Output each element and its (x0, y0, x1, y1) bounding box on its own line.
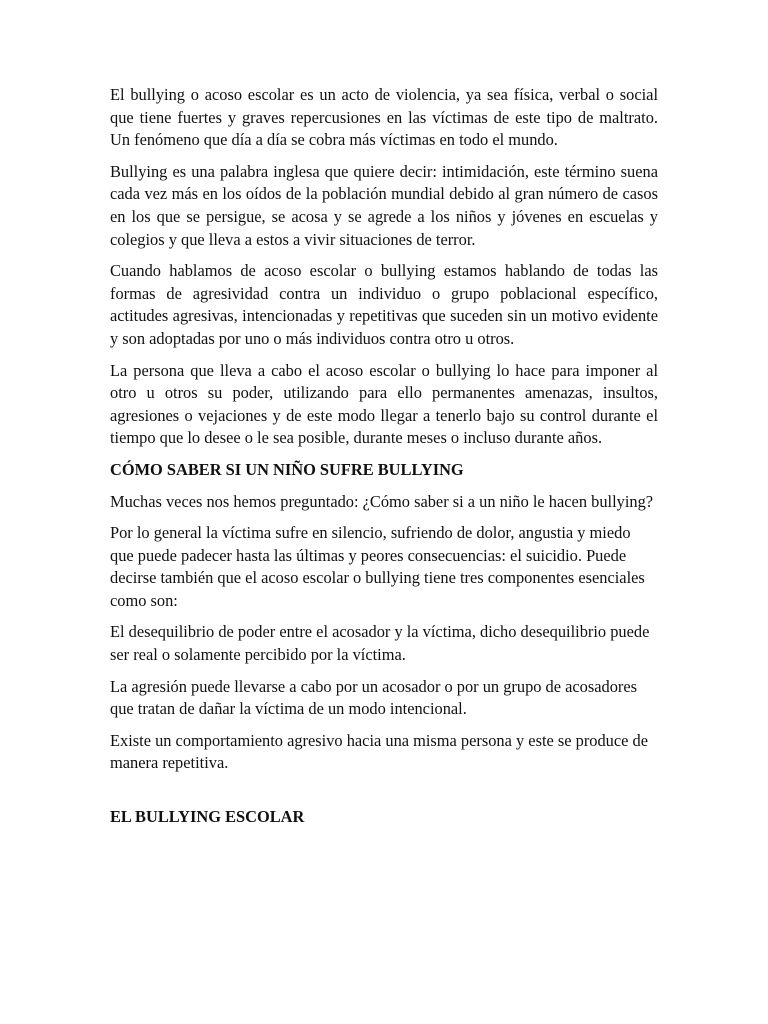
paragraph-repetitive-behavior: Existe un comportamiento agresivo hacia una misma persona y este se produce de manera repetitiva. (110, 730, 648, 773)
paragraph-intentional-aggression: La agresión puede llevarse a cabo por un acosador o por un grupo de acosadores que tratan de dañar la víctima de un modo intencional. (110, 676, 638, 719)
paragraph-definition: El bullying o acoso escolar es un acto de violencia, ya sea física, verbal o social que tiene fuertes y graves repercusiones en las víctimas de este tipo de maltrato. Un fenómeno que día a día se cobra más víctimas en todo el mundo. (110, 85, 658, 150)
paragraph-aggressor-purpose: La persona que lleva a cabo el acoso escolar o bullying lo hace para imponer al otro u otros su poder, utilizando para ello permanentes amenazas, insultos, agresiones o vejaciones y de este modo llegar a tenerlo bajo su control durante el tiempo que lo desee o le sea posible, durante meses o incluso durante años. (110, 360, 658, 448)
paragraph-victim-suffering: Por lo general la víctima sufre en silencio, sufriendo de dolor, angustia y miedo que puede padecer hasta las últimas y peores consecuencias: el suicidio. Puede decirse también que el acoso escolar o bullying tiene tres componentes esenciales como son: (110, 523, 645, 610)
paragraph-word-meaning: Bullying es una palabra inglesa que quiere decir: intimidación, este término suena cada vez más en los oídos de la población mundial debido al gran número de casos en los que se persigue, se acosa y se agrede a los niños y jóvenes en escuelas y colegios y que lleva a estos a vivir situaciones de terror. (110, 161, 658, 249)
paragraph-power-imbalance: El desequilibrio de poder entre el acosador y la víctima, dicho desequilibrio puede ser real o solamente percibido por la víctima. (110, 622, 650, 665)
section-heading-school-bullying: EL BULLYING ESCOLAR (110, 807, 305, 827)
paragraph-forms-of-aggression: Cuando hablamos de acoso escolar o bullying estamos hablando de todas las formas de agresividad contra un individuo o grupo poblacional específico, actitudes agresivas, intencionadas y repetitivas que suceden sin un motivo evidente y son adoptadas por uno o más individuos contra otro u otros. (110, 261, 658, 348)
document-page (110, 84, 658, 838)
paragraph-question: Muchas veces nos hemos preguntado: ¿Cómo saber si a un niño le hacen bullying? (110, 491, 654, 511)
section-heading-how-to-know: CÓMO SABER SI UN NIÑO SUFRE BULLYING (110, 459, 464, 479)
